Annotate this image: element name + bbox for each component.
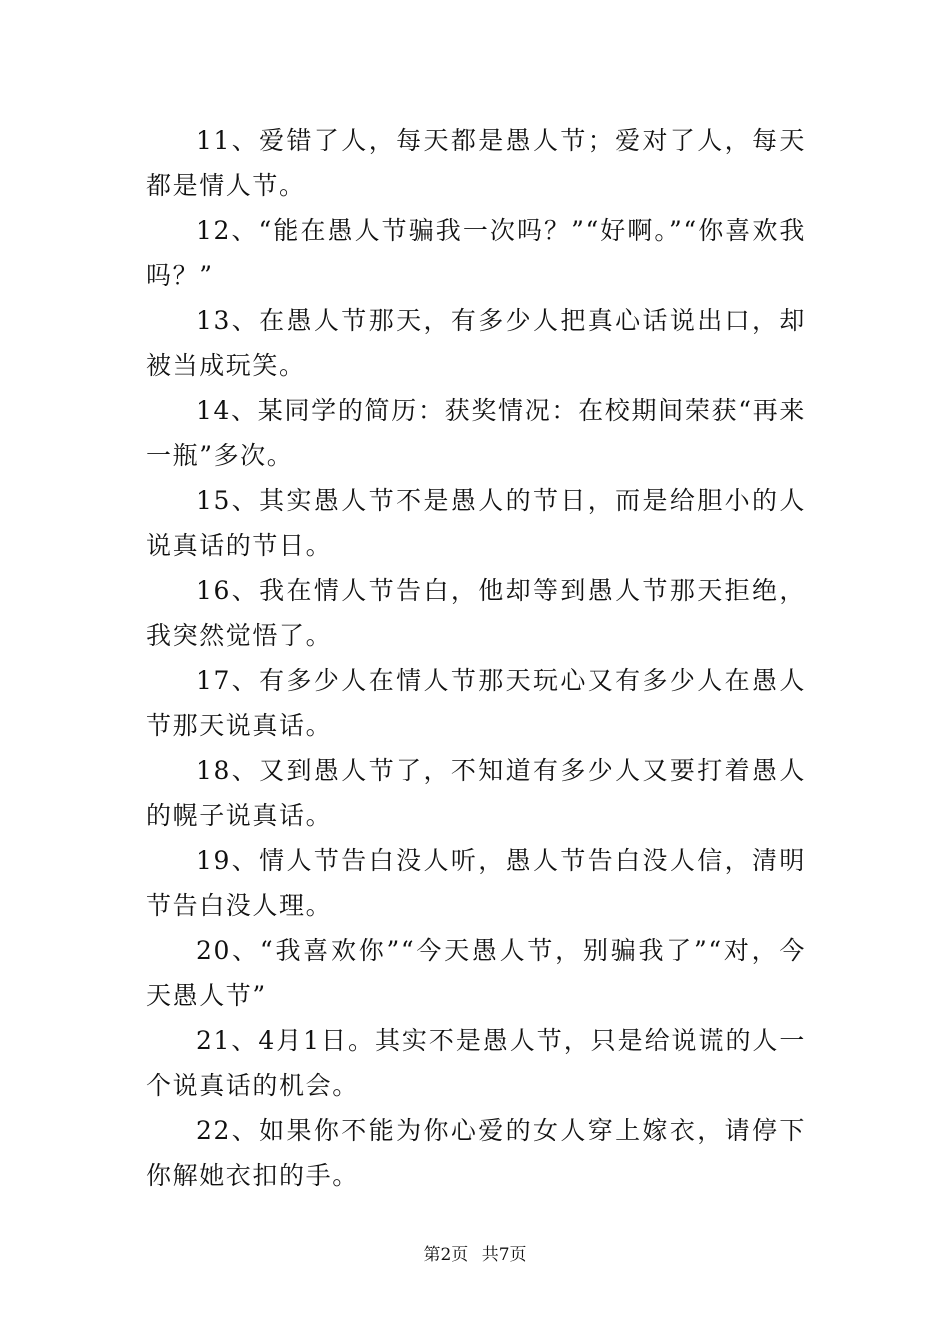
- page-footer: [0, 1243, 950, 1267]
- paragraph-17: 17、有多少人在情人节那天玩心又有多少人在愚人节那天说真话。: [146, 666, 806, 740]
- paragraph-11: 11、爱错了人，每天都是愚人节；爱对了人，每天都是情人节。: [146, 126, 806, 200]
- paragraph-19: 19、情人节告白没人听，愚人节告白没人信，清明节告白没人理。: [146, 846, 806, 920]
- paragraph-21: 21、4月1日。其实不是愚人节，只是给说谎的人一个说真话的机会。: [146, 1026, 806, 1100]
- paragraph-22: 22、如果你不能为你心爱的女人穿上嫁衣，请停下你解她衣扣的手。: [146, 1116, 806, 1190]
- paragraph-12: 12、“能在愚人节骗我一次吗？”“好啊。”“你喜欢我吗？”: [146, 216, 806, 290]
- paragraph-15: 15、其实愚人节不是愚人的节日，而是给胆小的人说真话的节日。: [146, 486, 806, 560]
- paragraph-18: 18、又到愚人节了，不知道有多少人又要打着愚人的幌子说真话。: [146, 756, 806, 830]
- paragraph-13: 13、在愚人节那天，有多少人把真心话说出口，却被当成玩笑。: [146, 306, 806, 380]
- paragraph-20: 20、“我喜欢你”“今天愚人节，别骗我了”“对，今天愚人节”: [146, 936, 806, 1010]
- paragraph-16: 16、我在情人节告白，他却等到愚人节那天拒绝，我突然觉悟了。: [146, 576, 806, 650]
- document-body: [146, 118, 806, 1198]
- paragraph-14: 14、某同学的简历：获奖情况：在校期间荣获“再来一瓶”多次。: [146, 396, 806, 470]
- page-total: 共7页: [481, 1245, 527, 1265]
- page-number: 第2页: [423, 1245, 469, 1265]
